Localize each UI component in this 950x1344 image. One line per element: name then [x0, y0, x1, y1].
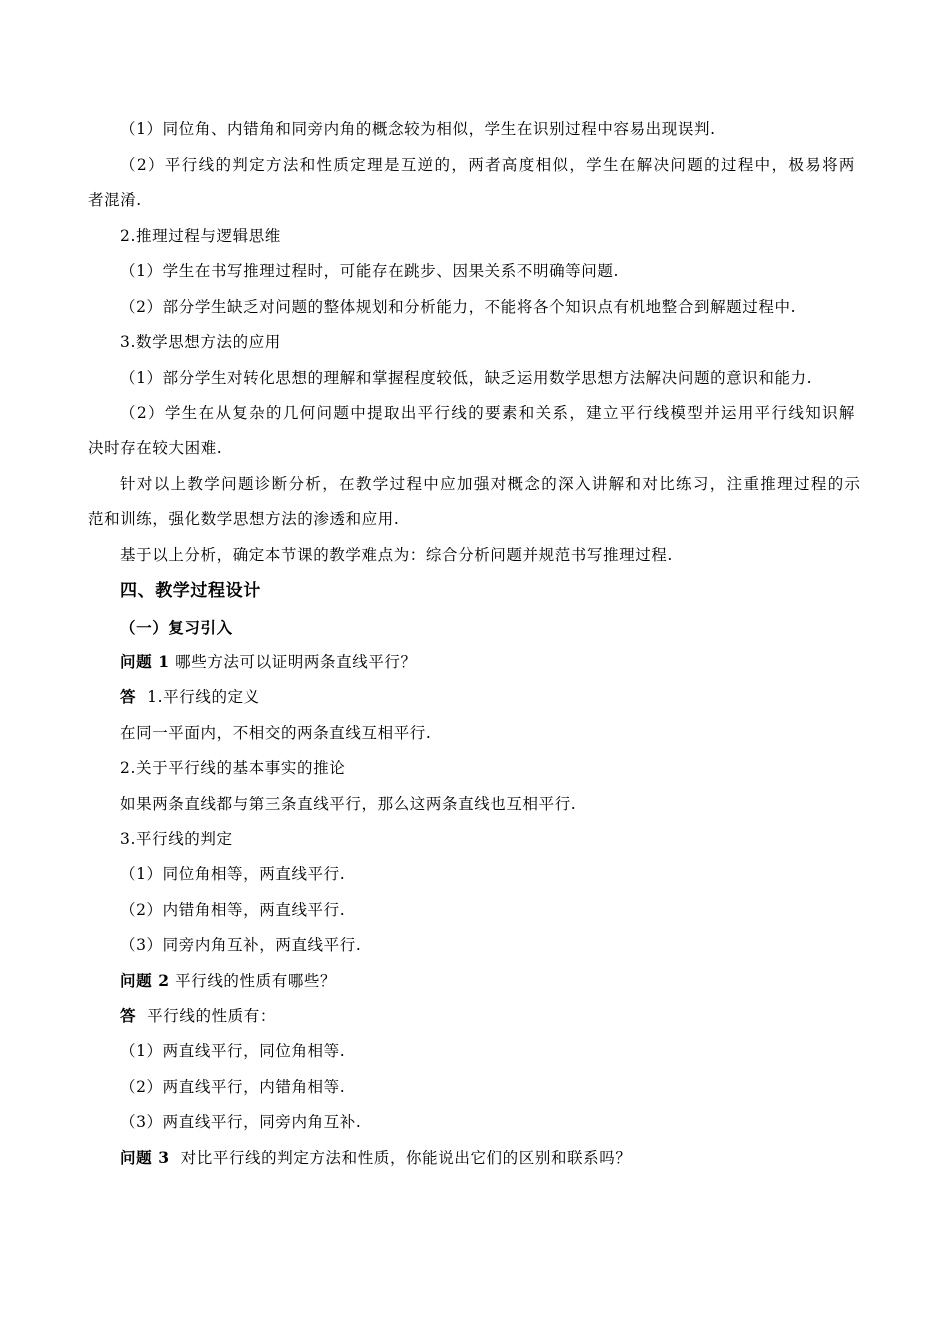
paragraph: （1）部分学生对转化思想的理解和掌握程度较低，缺乏运用数学思想方法解决问题的意识和能力. [120, 369, 813, 387]
question-1 [120, 652, 900, 672]
question-2 [120, 971, 900, 991]
subsection-title: 3.数学思想方法的应用 [120, 333, 281, 351]
list-item: （2）内错角相等，两直线平行. [120, 901, 346, 919]
question-text: 对比平行线的判定方法和性质，你能说出它们的区别和联系吗？ [180, 1149, 632, 1167]
paragraph: 在同一平面内，不相交的两条直线互相平行. [120, 724, 432, 742]
question-label: 问题 3 [120, 1148, 170, 1167]
paragraph: （2）部分学生缺乏对问题的整体规划和分析能力，不能将各个知识点有机地整合到解题过程中. [120, 298, 797, 316]
paragraph: 者混淆. [88, 191, 142, 209]
paragraph: 如果两条直线都与第三条直线平行，那么这两条直线也互相平行. [120, 795, 577, 813]
paragraph: （2）平行线的判定方法和性质定理是互逆的，两者高度相似，学生在解决问题的过程中，极易将两 [120, 156, 856, 174]
answer-1 [120, 687, 900, 707]
paragraph: 针对以上教学问题诊断分析，在教学过程中应加强对概念的深入讲解和对比练习，注重推理过程的示 [120, 475, 862, 493]
paragraph: 范和训练，强化数学思想方法的渗透和应用. [88, 510, 400, 528]
question-text: 平行线的性质有哪些？ [175, 972, 337, 990]
subsection-title: 2.推理过程与逻辑思维 [120, 227, 281, 245]
paragraph: 3.平行线的判定 [120, 830, 233, 848]
list-item: （3）两直线平行，同旁内角互补. [120, 1113, 362, 1131]
question-text: 哪些方法可以证明两条直线平行？ [175, 653, 417, 671]
paragraph: （1）同位角、内错角和同旁内角的概念较为相似，学生在识别过程中容易出现误判. [120, 120, 716, 138]
answer-label: 答 [120, 1006, 137, 1025]
paragraph: 2.关于平行线的基本事实的推论 [120, 759, 346, 777]
section-heading: 四、教学过程设计 [120, 581, 261, 601]
list-item: （3）同旁内角互补，两直线平行. [120, 936, 362, 954]
list-item: （1）同位角相等，两直线平行. [120, 865, 346, 883]
paragraph: （2）学生在从复杂的几何问题中提取出平行线的要素和关系，建立平行线模型并运用平行线知识解 [120, 404, 856, 422]
answer-text: 1.平行线的定义 [147, 688, 260, 706]
subsection-heading: （一）复习引入 [120, 618, 233, 637]
question-3 [120, 1148, 900, 1168]
question-label: 问题 1 [120, 652, 170, 671]
paragraph: 基于以上分析，确定本节课的教学难点为：综合分析问题并规范书写推理过程. [120, 546, 673, 564]
paragraph: （1）学生在书写推理过程时，可能存在跳步、因果关系不明确等问题. [120, 262, 619, 280]
answer-2 [120, 1006, 900, 1026]
paragraph: 决时存在较大困难. [88, 439, 223, 457]
answer-text: 平行线的性质有： [147, 1007, 276, 1025]
answer-label: 答 [120, 687, 137, 706]
list-item: （1）两直线平行，同位角相等. [120, 1042, 346, 1060]
list-item: （2）两直线平行，内错角相等. [120, 1078, 346, 1096]
question-label: 问题 2 [120, 971, 170, 990]
